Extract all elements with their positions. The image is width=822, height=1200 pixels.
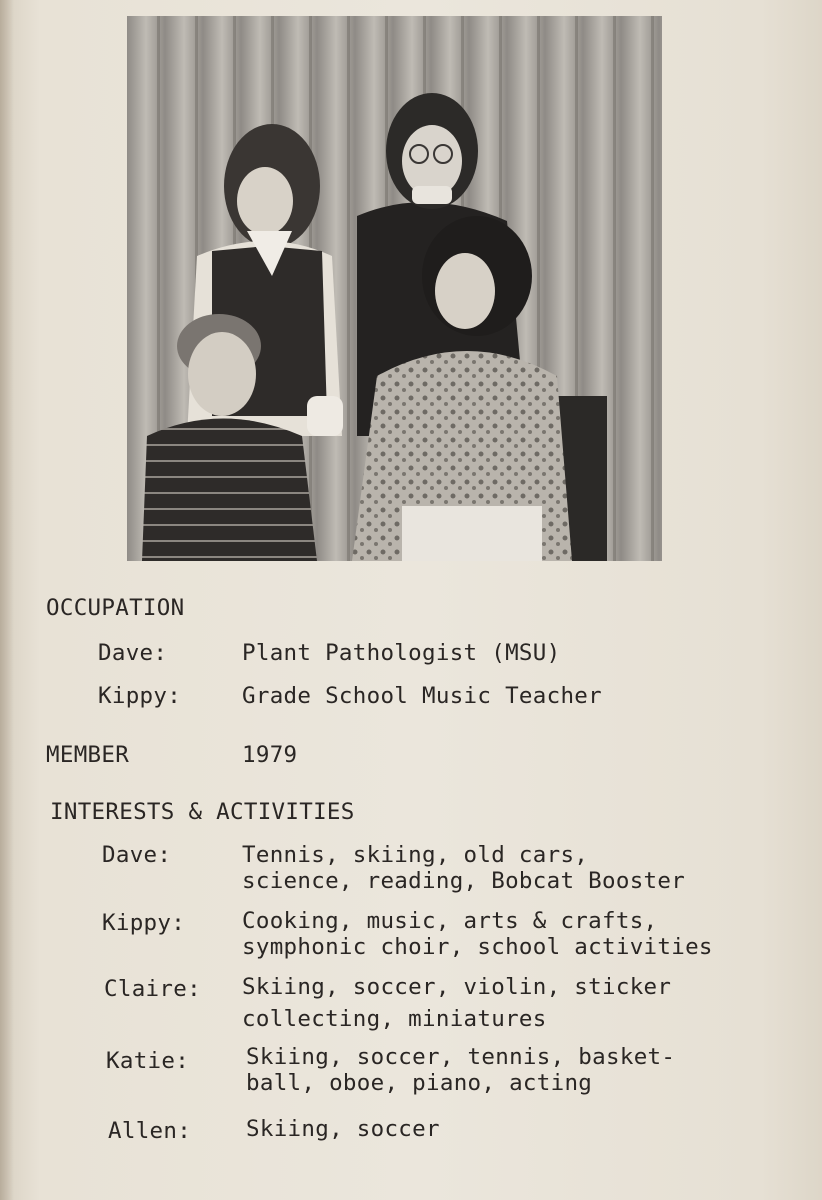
- interests-claire-line-1: Skiing, soccer, violin, sticker: [242, 974, 672, 1000]
- interests-katie-line-1: Skiing, soccer, tennis, basket-: [246, 1044, 676, 1070]
- occupation-value-dave: Plant Pathologist (MSU): [242, 640, 561, 666]
- occupation-heading: OCCUPATION: [46, 595, 185, 621]
- interests-name-claire: Claire:: [104, 976, 201, 1002]
- interests-name-kippy: Kippy:: [102, 910, 186, 936]
- member-heading: MEMBER: [46, 742, 130, 768]
- occupation-name-dave: Dave:: [98, 640, 168, 666]
- interests-name-dave: Dave:: [102, 842, 172, 868]
- family-photo: [127, 16, 662, 561]
- interests-allen-line-1: Skiing, soccer: [246, 1116, 440, 1142]
- interests-kippy-line-2: symphonic choir, school activities: [242, 934, 713, 960]
- interests-name-allen: Allen:: [108, 1118, 192, 1144]
- occupation-name-kippy: Kippy:: [98, 683, 182, 709]
- interests-dave-line-2: science, reading, Bobcat Booster: [242, 868, 686, 894]
- interests-heading: INTERESTS & ACTIVITIES: [50, 799, 355, 825]
- interests-kippy-line-1: Cooking, music, arts & crafts,: [242, 908, 658, 934]
- occupation-value-kippy: Grade School Music Teacher: [242, 683, 602, 709]
- interests-name-katie: Katie:: [106, 1048, 190, 1074]
- interests-katie-line-2: ball, oboe, piano, acting: [246, 1070, 593, 1096]
- interests-claire-line-2: collecting, miniatures: [242, 1006, 547, 1032]
- binding-shadow: [0, 0, 14, 1200]
- member-year: 1979: [242, 742, 298, 768]
- interests-dave-line-1: Tennis, skiing, old cars,: [242, 842, 589, 868]
